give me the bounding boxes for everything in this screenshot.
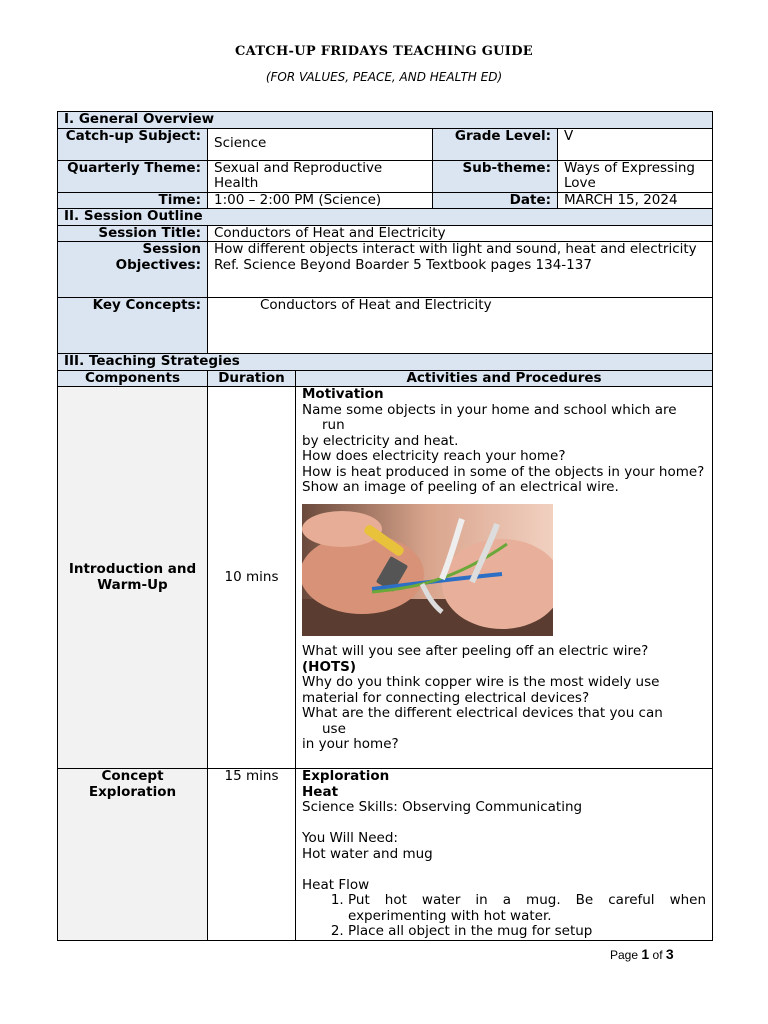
motivation-heading: Motivation	[302, 386, 384, 402]
reference-text: Ref. Science Beyond Boarder 5 Textbook pages 134-137	[214, 256, 592, 273]
col-header-components: Components	[58, 370, 208, 387]
time-label: Time:	[58, 192, 208, 209]
page-number	[610, 946, 674, 962]
session-objectives-label: Session Objectives:	[58, 242, 208, 298]
section-general-overview: I. General Overview	[58, 112, 713, 129]
question-text: How does electricity reach your home?	[302, 448, 566, 464]
procedure-step: 2. Place all object in the mug for setup	[348, 924, 706, 940]
you-will-need-label: You Will Need:	[302, 830, 398, 846]
question-text: in your home?	[302, 736, 399, 752]
grade-level-value: V	[558, 128, 713, 160]
page-word: Page	[610, 948, 639, 962]
question-text: run	[322, 417, 345, 433]
sub-theme-label: Sub-theme:	[433, 160, 558, 192]
question-text: What are the different electrical devices that you can	[302, 705, 663, 721]
date-label: Date:	[433, 192, 558, 209]
activities-concept-exploration	[296, 769, 713, 941]
quarterly-theme-value: Sexual and Reproductive Health	[208, 160, 433, 192]
question-text: What will you see after peeling off an electric wire?	[302, 643, 649, 659]
section-teaching-strategies: III. Teaching Strategies	[58, 354, 713, 371]
document-title: CATCH-UP FRIDAYS TEACHING GUIDE	[235, 44, 533, 59]
procedure-steps	[302, 893, 706, 940]
science-skills-text: Science Skills: Observing Communicating	[302, 799, 583, 815]
date-value: MARCH 15, 2024	[558, 192, 713, 209]
sub-theme-value: Ways of Expressing Love	[558, 160, 713, 192]
current-page: 1	[641, 946, 650, 962]
of-word: of	[652, 948, 663, 962]
procedure-step: 1. Put hot water in a mug. Be careful when experimenting with hot water.	[348, 893, 706, 924]
session-objectives-text: How different objects interact with light and sound, heat and electricity	[214, 241, 697, 257]
key-concepts-label: Key Concepts:	[58, 298, 208, 354]
activities-introduction	[296, 387, 713, 769]
teaching-guide-table	[57, 111, 713, 941]
document-subtitle: (FOR VALUES, PEACE, AND HEALTH ED)	[265, 70, 503, 84]
session-title-value: Conductors of Heat and Electricity	[208, 225, 713, 242]
question-text: Name some objects in your home and school which are	[302, 401, 677, 418]
materials-text: Hot water and mug	[302, 845, 433, 862]
question-text: by electricity and heat.	[302, 432, 459, 449]
duration-concept-exploration: 15 mins	[208, 769, 296, 941]
time-value: 1:00 – 2:00 PM (Science)	[208, 192, 433, 209]
peeled-wire-photo	[302, 504, 553, 636]
question-text: How is heat produced in some of the objects in your home?	[302, 463, 705, 480]
session-title-label: Session Title:	[58, 225, 208, 242]
hots-label: (HOTS)	[302, 658, 357, 675]
grade-level-label: Grade Level:	[433, 128, 558, 160]
exploration-heading: Exploration	[302, 768, 390, 784]
duration-introduction: 10 mins	[208, 387, 296, 769]
component-introduction: Introduction and Warm-Up	[58, 387, 208, 769]
col-header-activities: Activities and Procedures	[296, 370, 713, 387]
col-header-duration: Duration	[208, 370, 296, 387]
key-concepts-value: Conductors of Heat and Electricity	[208, 298, 713, 354]
total-pages: 3	[665, 946, 674, 962]
question-text: Show an image of peeling of an electrical wire.	[302, 479, 619, 495]
section-session-outline: II. Session Outline	[58, 209, 713, 226]
heat-heading: Heat	[302, 783, 339, 800]
component-concept-exploration: Concept Exploration	[58, 769, 208, 941]
heat-flow-heading: Heat Flow	[302, 876, 370, 893]
session-objectives-cell	[208, 242, 713, 298]
quarterly-theme-label: Quarterly Theme:	[58, 160, 208, 192]
question-text: use	[322, 720, 346, 737]
subject-value: Science	[208, 128, 433, 160]
question-text: Why do you think copper wire is the most widely use material for connecting electrical devices?	[302, 674, 660, 706]
subject-label: Catch-up Subject:	[58, 128, 208, 160]
